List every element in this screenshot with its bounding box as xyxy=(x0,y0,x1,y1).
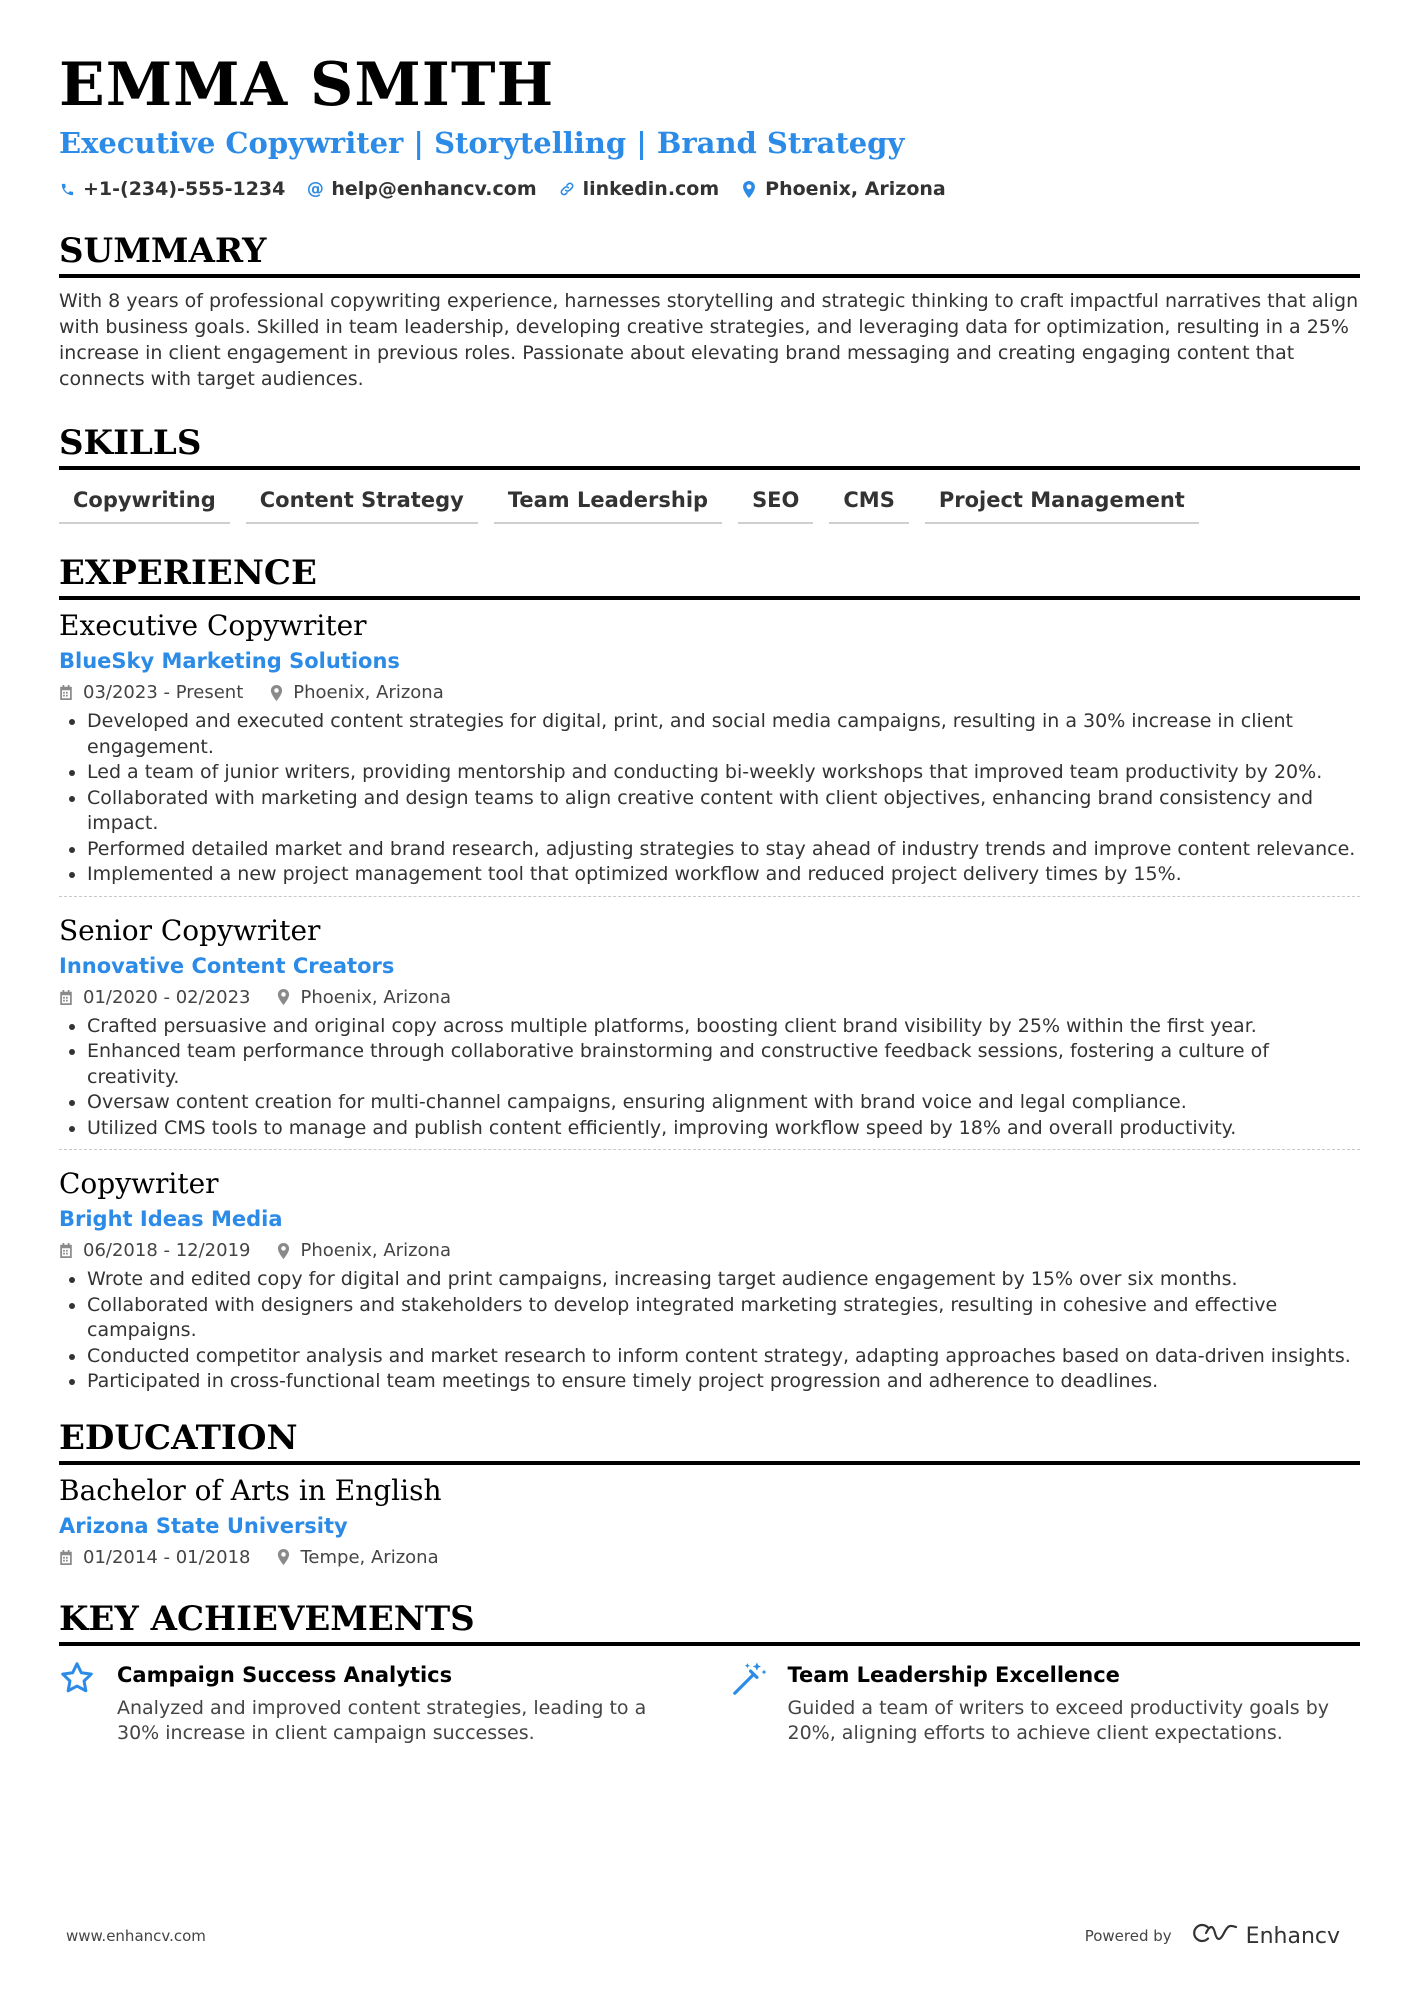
job-location xyxy=(277,1240,451,1261)
achievement-item xyxy=(730,1660,1361,1747)
achievement-title: Team Leadership Excellence xyxy=(787,1662,1120,1687)
job-entry xyxy=(59,896,1360,1150)
education-dates-text: 01/2014 - 01/2018 xyxy=(83,1546,251,1568)
candidate-headline: Executive Copywriter | Storytelling | Brand Strategy xyxy=(59,126,905,160)
contact-row xyxy=(59,178,1360,200)
job-entry xyxy=(59,608,1360,896)
contact-linkedin[interactable] xyxy=(559,178,720,200)
job-role: Copywriter xyxy=(59,1167,219,1200)
summary-title: SUMMARY xyxy=(59,230,1360,278)
job-bullet: • Utilized CMS tools to manage and publish content efficiently, improving workflow speed by 18% and overall productivity. xyxy=(87,1116,1360,1142)
calendar-icon xyxy=(59,685,73,700)
email-text: help@enhancv.com xyxy=(331,178,537,200)
contact-phone[interactable] xyxy=(59,178,285,200)
job-bullet: • Enhanced team performance through collaborative brainstorming and constructive feedback sessions, fostering a culture of creativity. xyxy=(87,1039,1360,1090)
achievement-title: Campaign Success Analytics xyxy=(117,1662,453,1687)
skills-section xyxy=(59,422,1360,524)
job-location xyxy=(269,682,443,703)
job-dates xyxy=(59,987,251,1008)
job-location xyxy=(277,987,451,1008)
skill-tag: Content Strategy xyxy=(246,484,478,524)
enhancv-logo[interactable] xyxy=(1192,1921,1340,1951)
skill-tag: Copywriting xyxy=(59,484,230,524)
achievement-description: Analyzed and improved content strategies, leading to a 30% increase in client campaign successes. xyxy=(117,1696,647,1744)
achievements-section xyxy=(59,1598,1360,1747)
education-meta xyxy=(59,1547,1360,1568)
experience-title: EXPERIENCE xyxy=(59,552,1360,600)
achievement-description: Guided a team of writers to exceed productivity goals by 20%, aligning efforts to achieve client expectations. xyxy=(787,1696,1330,1744)
calendar-icon xyxy=(59,1550,73,1565)
job-dates-text: 06/2018 - 12/2019 xyxy=(83,1240,251,1261)
magic-wand-icon xyxy=(730,1660,770,1747)
job-role: Senior Copywriter xyxy=(59,913,321,947)
enhancv-logo-icon xyxy=(1192,1921,1238,1951)
experience-section xyxy=(59,552,1360,1403)
footer-brand xyxy=(1085,1921,1340,1951)
job-bullets xyxy=(59,1267,1360,1395)
education-title: EDUCATION xyxy=(59,1417,1360,1465)
job-dates-text: 03/2023 - Present xyxy=(83,682,244,703)
job-bullet: • Participated in cross-functional team meetings to ensure timely project progression and adherence to deadlines. xyxy=(87,1369,1360,1395)
job-company: Bright Ideas Media xyxy=(59,1207,283,1231)
job-bullet: • Oversaw content creation for multi-channel campaigns, ensuring alignment with brand voice and legal compliance. xyxy=(87,1090,1360,1116)
job-bullet: • Crafted persuasive and original copy across multiple platforms, boosting client brand visibility by 25% within the first year. xyxy=(87,1014,1360,1040)
job-location-text: Phoenix, Arizona xyxy=(300,1240,451,1261)
job-company: BlueSky Marketing Solutions xyxy=(59,649,400,673)
education-location-text: Tempe, Arizona xyxy=(300,1546,439,1568)
job-dates-text: 01/2020 - 02/2023 xyxy=(83,986,251,1008)
job-bullet: • Collaborated with designers and stakeholders to develop integrated marketing strategies, resulting in cohesive and effective campaigns. xyxy=(87,1293,1360,1344)
contact-location xyxy=(741,178,946,200)
skill-tag: CMS xyxy=(829,484,908,524)
map-pin-icon xyxy=(269,685,283,701)
location-text: Phoenix, Arizona xyxy=(765,178,946,200)
job-bullet: • Performed detailed market and brand research, adjusting strategies to stay ahead of industry trends and improve content relevance. xyxy=(87,837,1360,863)
job-dates xyxy=(59,682,243,703)
resume-header xyxy=(59,48,1360,200)
skill-tag: Team Leadership xyxy=(494,484,722,524)
link-icon xyxy=(559,181,575,197)
achievement-body xyxy=(788,1660,1361,1747)
education-location xyxy=(277,1547,439,1568)
job-location-text: Phoenix, Arizona xyxy=(293,682,444,703)
job-meta xyxy=(59,682,1360,703)
at-icon: @ xyxy=(306,179,324,199)
candidate-name: EMMA SMITH xyxy=(59,50,555,120)
page-footer xyxy=(66,1921,1340,1951)
job-bullets xyxy=(59,709,1360,888)
achievement-item xyxy=(59,1660,690,1747)
education-dates xyxy=(59,1547,251,1568)
job-bullet: • Implemented a new project management tool that optimized workflow and reduced project delivery times by 15%. xyxy=(87,862,1360,888)
job-bullet: • Developed and executed content strategies for digital, print, and social media campaigns, resulting in a 30% increase in client engagement. xyxy=(87,709,1360,760)
achievements-list xyxy=(59,1660,1360,1747)
job-bullets xyxy=(59,1014,1360,1142)
job-dates xyxy=(59,1240,251,1261)
achievement-body xyxy=(117,1660,690,1747)
job-role: Executive Copywriter xyxy=(59,609,367,642)
job-bullet: • Conducted competitor analysis and market research to inform content strategy, adapting approaches based on data-driven insights. xyxy=(87,1344,1360,1370)
achievements-title: KEY ACHIEVEMENTS xyxy=(59,1598,1360,1646)
job-entry xyxy=(59,1149,1360,1403)
job-company: Innovative Content Creators xyxy=(59,953,395,978)
education-degree: Bachelor of Arts in English xyxy=(59,1473,442,1507)
contact-email[interactable] xyxy=(307,178,536,200)
phone-text: +1-(234)-555-1234 xyxy=(83,178,286,200)
linkedin-text: linkedin.com xyxy=(582,178,720,200)
calendar-icon xyxy=(59,990,73,1005)
summary-section xyxy=(59,230,1360,392)
map-pin-icon xyxy=(741,181,757,198)
star-icon xyxy=(59,1660,99,1747)
job-bullet: • Led a team of junior writers, providing mentorship and conducting bi-weekly workshops that improved team productivity by 20%. xyxy=(87,760,1360,786)
education-section xyxy=(59,1417,1360,1568)
phone-icon xyxy=(59,182,75,197)
calendar-icon xyxy=(59,1243,73,1258)
skill-tag: SEO xyxy=(738,484,813,524)
enhancv-logo-text: Enhancv xyxy=(1245,1923,1340,1949)
education-school: Arizona State University xyxy=(59,1513,348,1538)
job-meta xyxy=(59,1240,1360,1261)
job-bullet: • Wrote and edited copy for digital and print campaigns, increasing target audience engagement by 15% over six months. xyxy=(87,1267,1360,1293)
map-pin-icon xyxy=(277,1549,291,1565)
skills-title: SKILLS xyxy=(59,422,1360,470)
map-pin-icon xyxy=(277,989,291,1005)
map-pin-icon xyxy=(277,1243,291,1259)
powered-by-text: Powered by xyxy=(1084,1927,1172,1945)
skill-tag: Project Management xyxy=(925,484,1199,524)
job-meta xyxy=(59,987,1360,1008)
summary-text: With 8 years of professional copywriting experience, harnesses storytelling and strategic thinking to craft impactful narratives that align with business goals. Skilled in team leadership, developing creative strategies, and leveraging data for optimization, resulting in a 25% increase in client engagement in previous roles. Passionate about elevating brand messaging and creating engaging content that connects with target audiences. xyxy=(59,290,1359,390)
job-location-text: Phoenix, Arizona xyxy=(300,986,451,1008)
job-bullet: • Collaborated with marketing and design teams to align creative content with client objectives, enhancing brand consistency and impact. xyxy=(87,786,1360,837)
footer-website[interactable]: www.enhancv.com xyxy=(66,1927,206,1945)
skills-list xyxy=(59,484,1360,524)
